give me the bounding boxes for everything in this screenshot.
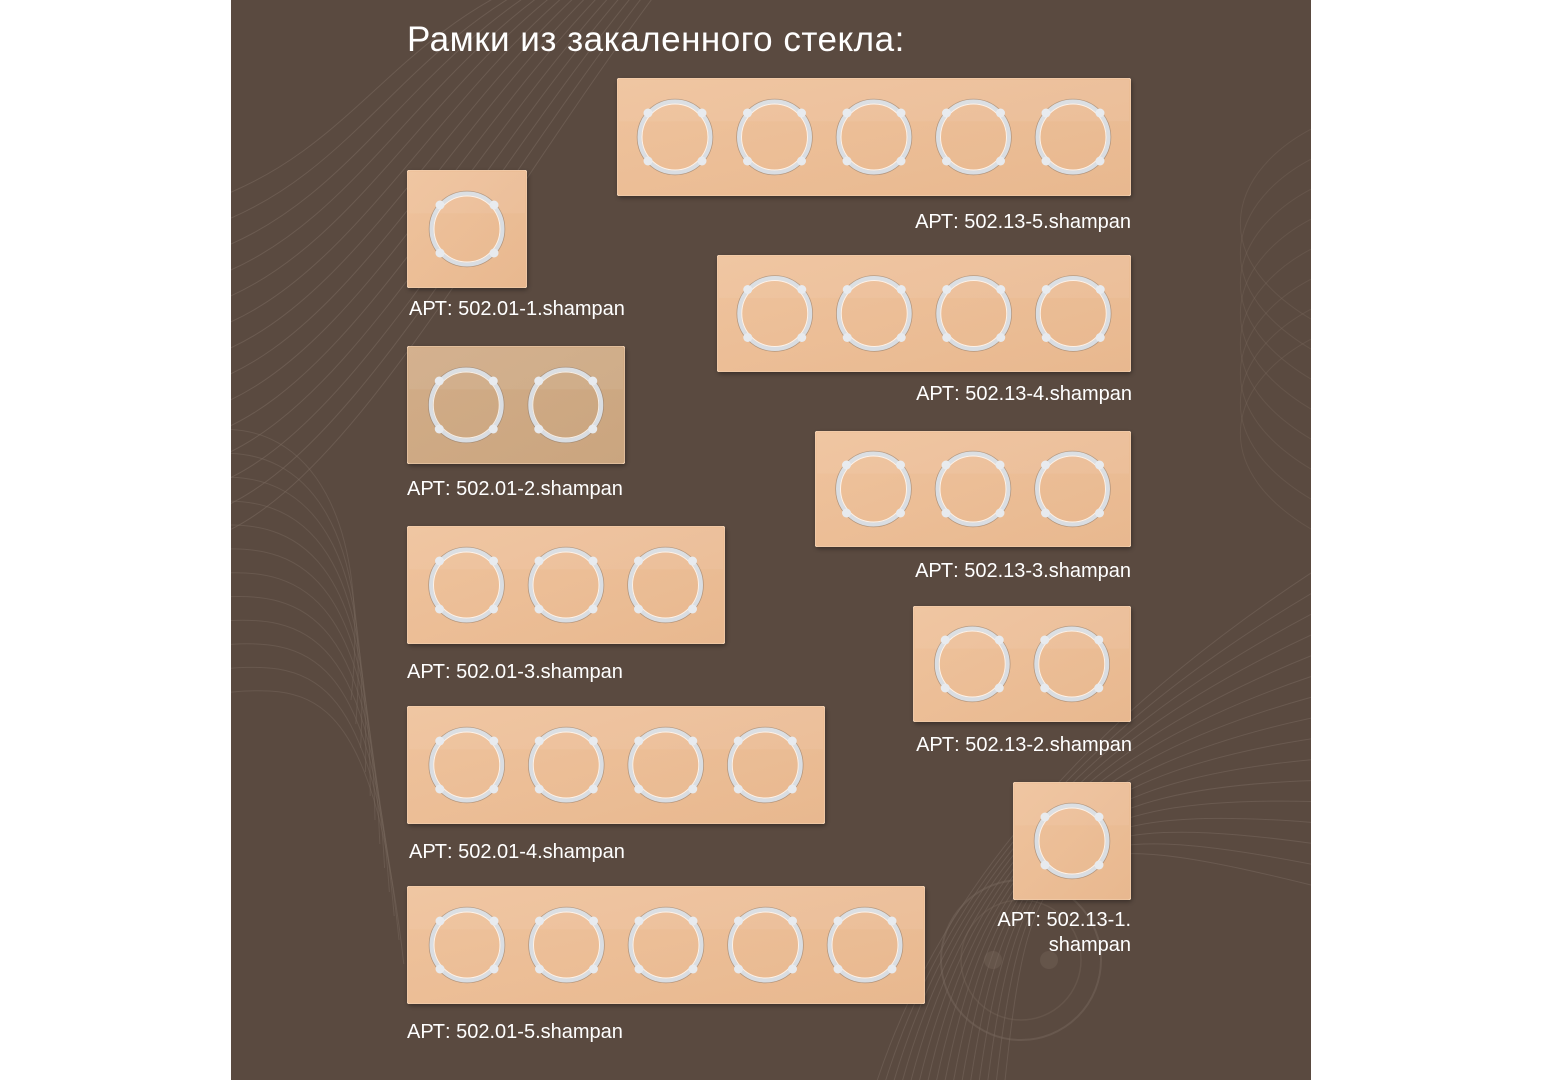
frame-graphic [407, 346, 625, 464]
frame-502-01-1 [407, 170, 527, 288]
frame-502-13-5 [617, 78, 1131, 196]
frame-502-01-5 [407, 886, 925, 1004]
product-label: АРТ: 502.13-4.shampan [916, 383, 1132, 405]
product-label: АРТ: 502.01-3.shampan [407, 661, 623, 683]
product-label-line1: АРТ: 502.13-1. [997, 909, 1131, 931]
product-label: АРТ: 502.01-5.shampan [407, 1021, 623, 1043]
frame-graphic [913, 606, 1131, 722]
frame-502-13-4 [717, 255, 1131, 372]
frame-graphic [407, 886, 925, 1004]
frame-502-01-4 [407, 706, 825, 824]
frame-graphic [407, 170, 527, 288]
product-label: АРТ: 502.13-2.shampan [916, 734, 1132, 756]
frame-502-13-2 [913, 606, 1131, 722]
frame-graphic [407, 526, 725, 644]
frame-502-13-1 [1013, 782, 1131, 900]
product-label: АРТ: 502.13-3.shampan [915, 560, 1131, 582]
product-label: АРТ: 502.01-2.shampan [407, 478, 623, 500]
frame-graphic [1013, 782, 1131, 900]
frame-502-01-3 [407, 526, 725, 644]
page-title: Рамки из закаленного стекла: [407, 20, 905, 59]
catalog-panel [231, 0, 1311, 1080]
product-label: АРТ: 502.01-4.shampan [409, 841, 625, 863]
frame-graphic [815, 431, 1131, 547]
product-label: АРТ: 502.13-5.shampan [915, 211, 1131, 233]
frame-graphic [617, 78, 1131, 196]
frame-502-01-2 [407, 346, 625, 464]
frame-graphic [717, 255, 1131, 372]
frame-502-13-3 [815, 431, 1131, 547]
frame-graphic [407, 706, 825, 824]
product-label-line2: shampan [1048, 934, 1131, 956]
product-label: АРТ: 502.01-1.shampan [409, 298, 625, 320]
